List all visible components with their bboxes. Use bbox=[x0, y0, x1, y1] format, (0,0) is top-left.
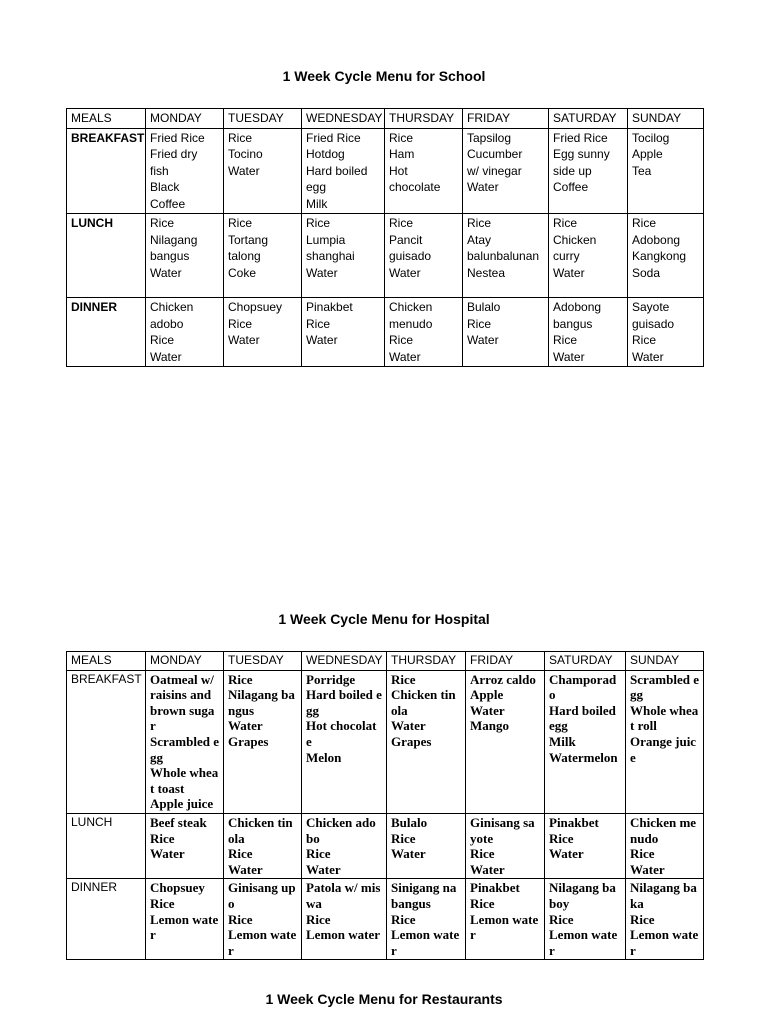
menu-item: Rice bbox=[549, 911, 574, 927]
menu-cell bbox=[545, 813, 626, 878]
menu-cell bbox=[626, 879, 704, 960]
menu-item: Kangkong bbox=[632, 249, 687, 263]
menu-item: Mango bbox=[470, 718, 509, 734]
menu-item: Lemon water bbox=[150, 911, 219, 943]
menu-item: Rice bbox=[632, 216, 657, 230]
hospital-header-row bbox=[67, 652, 704, 671]
menu-cell bbox=[146, 298, 224, 367]
menu-item: Rice bbox=[549, 830, 574, 846]
header-thursday: THURSDAY bbox=[385, 109, 463, 129]
menu-item: Chopsuey bbox=[228, 300, 283, 314]
menu-item: Atay bbox=[467, 232, 492, 247]
menu-cell bbox=[466, 879, 545, 960]
menu-cell bbox=[466, 670, 545, 813]
menu-item: Tocilog bbox=[632, 130, 670, 145]
menu-item: Coffee bbox=[553, 180, 589, 194]
menu-item: Hotdog bbox=[306, 147, 345, 161]
hospital-menu-table bbox=[66, 651, 704, 960]
menu-item: Milk bbox=[306, 196, 328, 211]
menu-item: Water bbox=[467, 333, 499, 347]
menu-item: Rice bbox=[306, 316, 331, 331]
menu-item: Water bbox=[389, 349, 421, 364]
menu-cell bbox=[545, 670, 626, 813]
menu-item: Pinakbet bbox=[306, 300, 353, 314]
menu-item: Hard boiled egg bbox=[306, 687, 382, 718]
menu-cell bbox=[463, 298, 549, 367]
menu-item: bangus bbox=[553, 316, 593, 331]
header-monday: MONDAY bbox=[146, 109, 224, 129]
menu-cell bbox=[545, 879, 626, 960]
menu-item: Rice bbox=[470, 895, 495, 911]
menu-item: Rice bbox=[553, 333, 578, 347]
header-meals: MEALS bbox=[67, 109, 146, 129]
menu-item: Rice bbox=[228, 216, 253, 230]
menu-item: Water bbox=[306, 265, 338, 280]
menu-item: Tapsilog bbox=[467, 130, 512, 145]
menu-item: Lemon water bbox=[630, 927, 699, 958]
menu-item: Water bbox=[467, 180, 499, 194]
menu-item: Water bbox=[228, 333, 260, 347]
menu-item: side up bbox=[553, 163, 592, 178]
menu-cell bbox=[463, 214, 549, 298]
menu-item: Water bbox=[150, 846, 185, 862]
menu-cell bbox=[224, 128, 302, 214]
menu-cell bbox=[302, 879, 387, 960]
menu-item: Rice bbox=[150, 830, 175, 846]
menu-item: Ginisang upo bbox=[228, 880, 296, 911]
menu-cell bbox=[302, 298, 385, 367]
menu-cell bbox=[224, 813, 302, 878]
menu-cell bbox=[385, 128, 463, 214]
menu-item: Sinigang na bangus bbox=[391, 880, 457, 911]
menu-item: Rice bbox=[228, 130, 253, 145]
menu-item: Rice bbox=[306, 846, 331, 862]
menu-item: Rice bbox=[470, 846, 495, 862]
menu-cell bbox=[146, 670, 224, 813]
menu-item: Rice bbox=[391, 671, 416, 687]
menu-cell bbox=[224, 670, 302, 813]
menu-item: Whole wheat roll bbox=[630, 702, 699, 734]
menu-cell bbox=[302, 813, 387, 878]
menu-item: Coffee bbox=[150, 196, 186, 211]
menu-item: Water bbox=[630, 861, 665, 877]
menu-item: Water bbox=[391, 718, 426, 734]
menu-item: Water bbox=[389, 265, 421, 280]
menu-cell bbox=[146, 879, 224, 960]
menu-item: Rice bbox=[391, 830, 416, 846]
menu-item: egg bbox=[306, 180, 327, 194]
menu-item: Chicken tinola bbox=[391, 687, 456, 718]
menu-item: Ham bbox=[389, 147, 415, 161]
school-menu-title: 1 Week Cycle Menu for School bbox=[282, 68, 486, 84]
menu-item: Adobong bbox=[632, 232, 681, 247]
menu-item: Lumpia bbox=[306, 232, 346, 247]
menu-item: Nilagang bbox=[150, 232, 198, 247]
hospital-lunch-row bbox=[67, 813, 704, 878]
header-tuesday: TUESDAY bbox=[224, 652, 302, 671]
menu-cell bbox=[302, 214, 385, 298]
menu-item: Hot chocolate bbox=[306, 718, 377, 749]
menu-cell bbox=[387, 813, 466, 878]
menu-item: Water bbox=[228, 718, 263, 734]
menu-item: Nestea bbox=[467, 265, 506, 280]
menu-item: Water bbox=[150, 349, 182, 364]
menu-item: Pinakbet bbox=[470, 880, 520, 896]
menu-item: Beef steak bbox=[150, 814, 207, 830]
school-dinner-row bbox=[67, 298, 704, 367]
menu-item: Black bbox=[150, 180, 180, 194]
menu-item: Coke bbox=[228, 265, 257, 280]
menu-item: Nilagang baboy bbox=[549, 880, 616, 911]
header-monday: MONDAY bbox=[146, 652, 224, 671]
menu-cell bbox=[385, 214, 463, 298]
header-tuesday: TUESDAY bbox=[224, 109, 302, 129]
menu-item: Rice bbox=[630, 846, 655, 862]
menu-item: Arroz caldo bbox=[470, 671, 536, 687]
menu-item: Rice bbox=[150, 333, 175, 347]
menu-item: Scrambled egg bbox=[630, 671, 699, 703]
menu-item: Rice bbox=[391, 911, 416, 927]
menu-item: Milk bbox=[549, 733, 576, 749]
menu-item: Nilagang baka bbox=[630, 880, 697, 911]
menu-item: Rice bbox=[467, 216, 492, 230]
menu-cell bbox=[224, 298, 302, 367]
menu-item: Rice bbox=[228, 671, 253, 687]
menu-cell bbox=[146, 813, 224, 878]
menu-item: Tocino bbox=[228, 147, 263, 161]
menu-item: Rice bbox=[150, 895, 175, 911]
meal-label: BREAKFAST bbox=[67, 128, 146, 214]
menu-item: Ginisang sayote bbox=[470, 814, 535, 846]
menu-item: Water bbox=[150, 265, 182, 280]
menu-item: Sayote bbox=[632, 300, 670, 314]
menu-item: Rice bbox=[389, 216, 414, 230]
menu-item: Apple bbox=[470, 687, 504, 703]
menu-cell bbox=[628, 128, 704, 214]
menu-cell bbox=[302, 670, 387, 813]
menu-cell bbox=[387, 879, 466, 960]
menu-item: Whole wheat toast bbox=[150, 765, 219, 796]
header-thursday: THURSDAY bbox=[387, 652, 466, 671]
menu-item: Rice bbox=[306, 911, 331, 927]
menu-item: Water bbox=[228, 163, 260, 178]
menu-cell bbox=[549, 214, 628, 298]
school-menu-table bbox=[66, 108, 704, 367]
meal-label: DINNER bbox=[67, 298, 146, 367]
menu-item: Grapes bbox=[391, 733, 432, 749]
menu-item: Fried Rice bbox=[150, 130, 205, 145]
menu-item: Tortang bbox=[228, 232, 269, 247]
menu-item: Chicken bbox=[553, 232, 597, 247]
menu-item: shanghai bbox=[306, 249, 355, 263]
menu-item: Lemon water bbox=[306, 927, 381, 943]
header-sunday: SUNDAY bbox=[628, 109, 704, 129]
menu-item: Champorado bbox=[549, 671, 617, 703]
menu-item: Grapes bbox=[228, 733, 269, 749]
menu-item: Orange juice bbox=[630, 733, 697, 765]
menu-item: Rice bbox=[553, 216, 578, 230]
meal-label: DINNER bbox=[67, 879, 146, 960]
menu-item: guisado bbox=[389, 249, 432, 263]
menu-item: fish bbox=[150, 163, 169, 178]
menu-item: Rice bbox=[630, 911, 655, 927]
menu-item: Nilagang bangus bbox=[228, 687, 295, 718]
menu-item: Hard boiled bbox=[306, 163, 368, 178]
menu-item: Water bbox=[306, 861, 341, 877]
menu-item: Lemon water bbox=[549, 927, 618, 958]
header-friday: FRIDAY bbox=[463, 109, 549, 129]
menu-item: Bulalo bbox=[467, 300, 501, 314]
menu-item: talong bbox=[228, 249, 261, 263]
header-wednesday: WEDNESDAY bbox=[302, 652, 387, 671]
menu-item: Rice bbox=[389, 333, 414, 347]
menu-item: Water bbox=[306, 333, 338, 347]
menu-item: Water bbox=[470, 861, 505, 877]
header-meals: MEALS bbox=[67, 652, 146, 671]
menu-item: Water bbox=[553, 349, 585, 364]
menu-item: Chopsuey bbox=[150, 880, 205, 896]
menu-item: Lemon water bbox=[391, 927, 460, 958]
meal-label: LUNCH bbox=[67, 214, 146, 298]
menu-item: Hard boiled egg bbox=[549, 702, 616, 734]
school-lunch-row bbox=[67, 214, 704, 298]
menu-item: Pancit bbox=[389, 232, 423, 247]
hospital-menu-title: 1 Week Cycle Menu for Hospital bbox=[278, 611, 490, 627]
menu-item: curry bbox=[553, 249, 580, 263]
hospital-breakfast-row bbox=[67, 670, 704, 813]
header-wednesday: WEDNESDAY bbox=[302, 109, 385, 129]
header-friday: FRIDAY bbox=[466, 652, 545, 671]
hospital-dinner-row bbox=[67, 879, 704, 960]
menu-item: Rice bbox=[150, 216, 175, 230]
menu-item: Lemon water bbox=[228, 927, 297, 958]
menu-item: adobo bbox=[150, 316, 184, 331]
menu-item: Pinakbet bbox=[549, 814, 599, 830]
menu-item: Rice bbox=[389, 130, 414, 145]
menu-item: menudo bbox=[389, 316, 433, 331]
menu-cell bbox=[626, 813, 704, 878]
menu-item: Bulalo bbox=[391, 814, 428, 830]
menu-item: Rice bbox=[228, 846, 253, 862]
menu-item: Water bbox=[391, 846, 426, 862]
menu-item: Chicken adobo bbox=[306, 814, 376, 846]
menu-cell bbox=[626, 670, 704, 813]
school-breakfast-row bbox=[67, 128, 704, 214]
menu-cell bbox=[387, 670, 466, 813]
menu-item: Porridge bbox=[306, 671, 356, 687]
menu-item: Fried Rice bbox=[553, 130, 608, 145]
menu-item: Egg sunny bbox=[553, 147, 610, 161]
menu-cell bbox=[224, 214, 302, 298]
menu-item: Lemon water bbox=[470, 911, 539, 943]
meal-label: BREAKFAST bbox=[67, 670, 146, 813]
menu-cell bbox=[224, 879, 302, 960]
menu-cell bbox=[549, 298, 628, 367]
restaurants-menu-title: 1 Week Cycle Menu for Restaurants bbox=[265, 991, 503, 1007]
menu-cell bbox=[466, 813, 545, 878]
menu-item: Fried dry bbox=[150, 147, 198, 161]
menu-cell bbox=[628, 214, 704, 298]
menu-item: Watermelon bbox=[549, 749, 618, 765]
menu-item: Water bbox=[632, 349, 664, 364]
menu-item: Rice bbox=[632, 333, 657, 347]
menu-cell bbox=[628, 298, 704, 367]
header-sunday: SUNDAY bbox=[626, 652, 704, 671]
meal-label: LUNCH bbox=[67, 813, 146, 878]
menu-item: Chicken tinola bbox=[228, 814, 293, 846]
menu-item: Chicken bbox=[150, 300, 194, 314]
menu-item: Fried Rice bbox=[306, 130, 361, 145]
menu-item: Oatmeal w/ raisins and brown sugar bbox=[150, 671, 215, 734]
menu-item: Water bbox=[549, 846, 584, 862]
menu-cell bbox=[549, 128, 628, 214]
menu-item: Rice bbox=[467, 316, 492, 331]
menu-item: Cucumber bbox=[467, 147, 523, 161]
menu-item: Apple bbox=[632, 147, 663, 161]
menu-item: guisado bbox=[632, 316, 675, 331]
menu-item: Melon bbox=[306, 749, 342, 765]
header-saturday: SATURDAY bbox=[549, 109, 628, 129]
menu-item: Chicken menudo bbox=[630, 814, 697, 846]
menu-item: Hot bbox=[389, 163, 408, 178]
menu-item: Water bbox=[228, 861, 263, 877]
school-header-row bbox=[67, 109, 704, 129]
menu-item: Tea bbox=[632, 163, 652, 178]
menu-item: Scrambled egg bbox=[150, 733, 219, 765]
menu-cell bbox=[302, 128, 385, 214]
menu-item: Apple juice bbox=[150, 796, 214, 812]
menu-cell bbox=[146, 214, 224, 298]
menu-item: Patola w/ miswa bbox=[306, 880, 381, 911]
menu-item: Soda bbox=[632, 265, 661, 280]
menu-cell bbox=[385, 298, 463, 367]
menu-item: Rice bbox=[306, 216, 331, 230]
menu-item: bangus bbox=[150, 249, 190, 263]
menu-item: balunbalunan bbox=[467, 249, 540, 263]
menu-item: Chicken bbox=[389, 300, 433, 314]
menu-item: Rice bbox=[228, 911, 253, 927]
menu-item: Adobong bbox=[553, 300, 602, 314]
menu-item: Water bbox=[470, 702, 505, 718]
menu-cell bbox=[463, 128, 549, 214]
menu-cell bbox=[146, 128, 224, 214]
header-saturday: SATURDAY bbox=[545, 652, 626, 671]
menu-item: Water bbox=[553, 265, 585, 280]
menu-item: Rice bbox=[228, 316, 253, 331]
menu-item: chocolate bbox=[389, 180, 441, 194]
menu-item: w/ vinegar bbox=[467, 163, 522, 178]
